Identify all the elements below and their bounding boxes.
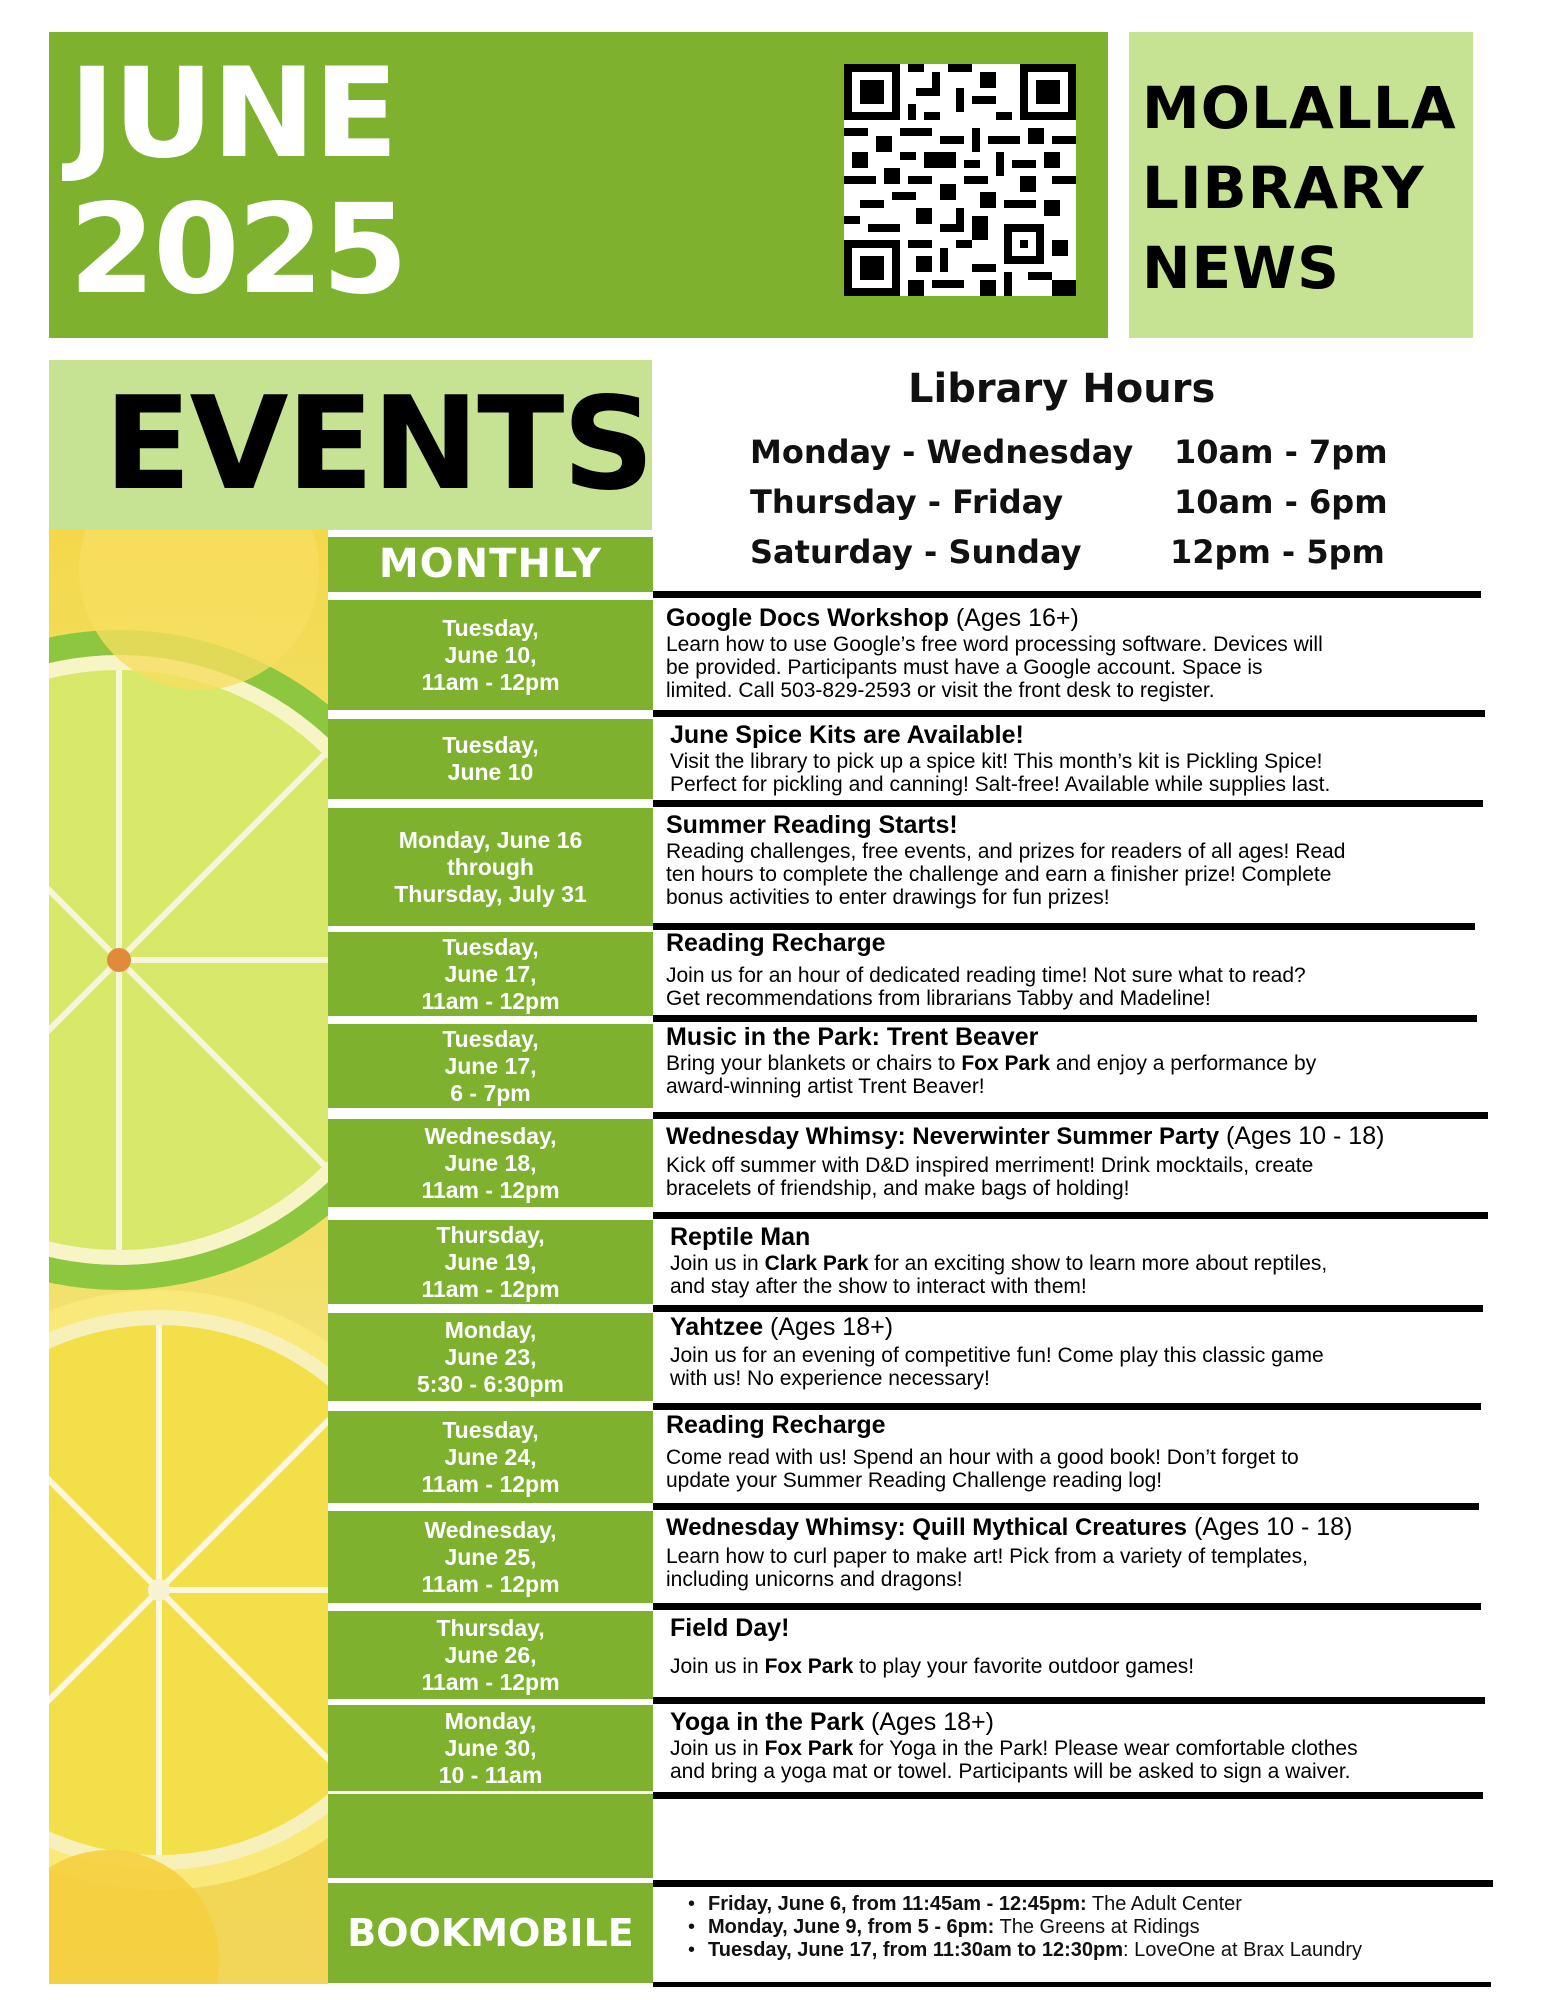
divider [653, 1212, 1488, 1219]
brand-line-1: MOLALLA [1142, 74, 1457, 142]
event-desc-line: including unicorns and dragons! [666, 1568, 963, 1591]
event-item [670, 1613, 1510, 1678]
event-desc-line: Visit the library to pick up a spice kit! This month’s kit is Pickling Spice! [670, 750, 1323, 773]
event-title: Field Day! [670, 1614, 790, 1642]
event-item [666, 928, 1506, 1010]
event-item [666, 1022, 1506, 1098]
event-desc-line: limited. Call 503-829-2593 or visit the front desk to register. [666, 679, 1215, 702]
event-date: Monday, June 16 through Thursday, July 31 [328, 808, 653, 926]
event-age: (Ages 18+) [763, 1313, 894, 1341]
event-desc-line: Learn how to use Google’s free word processing software. Devices will [666, 633, 1323, 656]
event-date: Thursday, June 19, 11am - 12pm [328, 1220, 653, 1304]
event-item [666, 1410, 1506, 1492]
event-title: June Spice Kits are Available! [670, 721, 1024, 749]
event-item [670, 1222, 1510, 1298]
divider [653, 1982, 1491, 1987]
qr-code-icon[interactable] [844, 64, 1076, 296]
hours-days: Monday - Wednesday [750, 433, 1134, 471]
event-desc-line: Come read with us! Spend an hour with a good book! Don’t forget to [666, 1446, 1299, 1469]
bookmobile-label: BOOKMOBILE [328, 1883, 653, 1983]
lemon-photo [49, 530, 328, 1984]
hours-time: 10am - 6pm [1174, 483, 1388, 521]
event-desc-line: Join us for an evening of competitive fun! Come play this classic game [670, 1344, 1324, 1367]
divider [653, 1015, 1477, 1022]
event-age: (Ages 18+) [864, 1708, 994, 1736]
library-hours-title: Library Hours [908, 366, 1216, 412]
event-desc-line: bonus activities to enter drawings for fun prizes! [666, 886, 1110, 909]
stop-where: The Greens at Ridings [994, 1916, 1200, 1938]
event-desc-line: update your Summer Reading Challenge reading log! [666, 1469, 1163, 1492]
event-desc-text: Join us in [670, 1655, 765, 1678]
event-location: Fox Park [961, 1052, 1051, 1075]
hours-row [750, 483, 1388, 521]
divider [653, 800, 1483, 807]
event-date: Wednesday, June 25, 11am - 12pm [328, 1511, 653, 1603]
event-desc-line: Reading challenges, free events, and prizes for readers of all ages! Read [666, 840, 1346, 863]
event-item [666, 603, 1506, 702]
newsletter-brand [1129, 32, 1473, 338]
event-item [670, 1707, 1520, 1783]
date-column-spacer [328, 1794, 653, 1878]
event-location: Fox Park [764, 1655, 854, 1678]
event-desc-line: and bring a yoga mat or towel. Participants will be asked to sign a waiver. [670, 1760, 1351, 1783]
event-desc-line: Perfect for pickling and canning! Salt-free! Available while supplies last. [670, 773, 1331, 796]
bookmobile-stop [688, 1893, 1362, 1916]
event-desc-text: for an exciting show to learn more about reptiles, [868, 1252, 1328, 1275]
hours-days: Saturday - Sunday [750, 533, 1082, 571]
event-desc-text: and enjoy a performance by [1050, 1052, 1317, 1075]
lemon-slices-image [49, 530, 328, 1984]
event-desc-line: Join us for an hour of dedicated reading time! Not sure what to read? [666, 964, 1306, 987]
event-desc-line: Kick off summer with D&D inspired merriment! Drink mocktails, create [666, 1154, 1314, 1177]
event-title: Reading Recharge [666, 1411, 886, 1439]
stop-where: : LoveOne at Brax Laundry [1122, 1939, 1363, 1961]
event-desc-line: bracelets of friendship, and make bags of holding! [666, 1177, 1130, 1200]
month-label: JUNE [69, 42, 397, 186]
year-label: 2025 [69, 178, 407, 322]
stop-when: Monday, June 9, from 5 - 6pm: [708, 1916, 995, 1938]
event-location: Clark Park [764, 1252, 869, 1275]
stop-when: Tuesday, June 17, from 11:30am to 12:30pm [708, 1939, 1123, 1961]
event-date: Monday, June 30, 10 - 11am [328, 1705, 653, 1791]
hours-row [750, 433, 1388, 471]
event-location: Fox Park [764, 1737, 854, 1760]
monthly-label: MONTHLY [328, 537, 653, 592]
hours-days: Thursday - Friday [750, 483, 1064, 521]
event-date: Tuesday, June 24, 11am - 12pm [328, 1411, 653, 1503]
event-title: Reading Recharge [666, 929, 886, 957]
divider [653, 1305, 1483, 1312]
divider [653, 1403, 1481, 1410]
event-item [670, 720, 1510, 796]
event-desc-line: be provided. Participants must have a Google account. Space is [666, 656, 1263, 679]
divider [653, 1603, 1481, 1610]
event-title: Yahtzee [670, 1313, 764, 1341]
divider [653, 591, 1481, 598]
stop-where: The Adult Center [1086, 1893, 1242, 1915]
divider [653, 1792, 1483, 1799]
brand-line-2: LIBRARY [1142, 154, 1425, 222]
event-item [666, 810, 1506, 909]
brand-line-3: NEWS [1142, 234, 1340, 302]
event-desc-line: Get recommendations from librarians Tabby and Madeline! [666, 987, 1211, 1010]
event-date: Thursday, June 26, 11am - 12pm [328, 1611, 653, 1699]
event-age: (Ages 10 - 18) [1187, 1513, 1353, 1541]
events-heading-box [49, 360, 652, 530]
divider [653, 710, 1485, 717]
event-item [666, 1512, 1545, 1591]
event-title: Music in the Park: Trent Beaver [666, 1023, 1039, 1051]
event-date: Tuesday, June 10, 11am - 12pm [328, 600, 653, 710]
event-desc-line: with us! No experience necessary! [670, 1367, 990, 1390]
event-desc-text: Join us in [670, 1252, 765, 1275]
event-title: Google Docs Workshop [666, 604, 949, 632]
hours-time: 12pm - 5pm [1170, 533, 1385, 571]
event-date: Monday, June 23, 5:30 - 6:30pm [328, 1313, 653, 1401]
event-desc-line: and stay after the show to interact with them! [670, 1275, 1087, 1298]
divider [653, 1112, 1488, 1119]
event-title: Yoga in the Park [670, 1708, 865, 1736]
event-desc-text: for Yoga in the Park! Please wear comfortable clothes [853, 1737, 1358, 1760]
bookmobile-stop [688, 1916, 1362, 1939]
event-desc-text: Join us in [670, 1737, 765, 1760]
event-title: Summer Reading Starts! [666, 811, 958, 839]
event-date: Tuesday, June 10 [328, 719, 653, 799]
stop-when: Friday, June 6, from 11:45am - 12:45pm: [708, 1893, 1087, 1915]
event-item [670, 1312, 1510, 1390]
event-date: Tuesday, June 17, 11am - 12pm [328, 932, 653, 1016]
hours-time: 10am - 7pm [1174, 433, 1388, 471]
event-age: (Ages 16+) [948, 604, 1079, 632]
bookmobile-stop [688, 1939, 1362, 1962]
event-date: Tuesday, June 17, 6 - 7pm [328, 1024, 653, 1108]
event-desc-text: Bring your blankets or chairs to [666, 1052, 962, 1075]
header-banner [49, 32, 1108, 338]
bookmobile-stops [688, 1893, 1362, 1962]
event-desc-text: to play your favorite outdoor games! [853, 1655, 1195, 1678]
event-desc-line: ten hours to complete the challenge and earn a finisher prize! Complete [666, 863, 1332, 886]
divider [653, 1503, 1479, 1510]
page-title [69, 42, 407, 322]
event-title: Wednesday Whimsy: Neverwinter Summer Party [666, 1123, 1220, 1150]
event-item [666, 1121, 1545, 1200]
event-desc-line: award-winning artist Trent Beaver! [666, 1075, 985, 1098]
event-date: Wednesday, June 18, 11am - 12pm [328, 1119, 653, 1207]
divider [653, 1880, 1493, 1887]
event-title: Reptile Man [670, 1223, 811, 1251]
event-desc-line: Learn how to curl paper to make art! Pick from a variety of templates, [666, 1545, 1308, 1568]
event-age: (Ages 10 - 18) [1219, 1122, 1385, 1150]
events-heading: EVENTS [104, 370, 653, 519]
divider [653, 1697, 1485, 1704]
event-title: Wednesday Whimsy: Quill Mythical Creatures [666, 1514, 1188, 1541]
hours-row [750, 533, 1385, 571]
